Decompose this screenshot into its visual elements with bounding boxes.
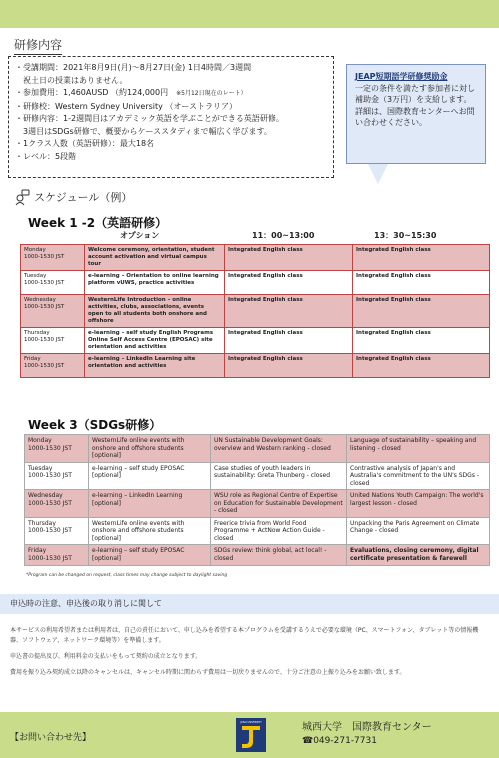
table-cell: Friday 1000-1530 JST <box>21 354 85 378</box>
table-cell: WesternLife online events with onshore and offshore students [optional] <box>89 517 211 545</box>
table-row <box>25 545 490 566</box>
fee-note: ※5月12日現在のレート） <box>176 90 247 97</box>
table-cell: Integrated English class <box>353 295 490 328</box>
table-cell: e-learning – Orientation to online learning platform vUWS, practice activities <box>85 271 225 295</box>
table-cell: SDGs review: think global, act local! - closed <box>211 545 347 566</box>
contact-label: 【お問い合わせ先】 <box>10 733 92 743</box>
table-cell: Freerice trivia from World Food Programme + ActNow Action Guide - closed <box>211 517 347 545</box>
table-cell: e-learning – LinkedIn Learning site orientation and activities <box>85 354 225 378</box>
page-body <box>0 28 499 746</box>
table-row <box>21 295 490 328</box>
table-cell: e-learning – self study EPOSAC [optional] <box>89 462 211 490</box>
table-cell: Tuesday 1000-1530 JST <box>25 462 89 490</box>
subsidy-body: 一定の条件を満たす参加者に対し補助金（3万円）を支給します。詳細は、国際教育センターへお問い合わせください。 <box>355 83 475 127</box>
schedule-footnote: *Program can be changed on request, class times may change subject to daylight saving <box>26 573 228 578</box>
notice-title: 申込時の注意、申込後の取り消しに関して <box>10 599 162 608</box>
table-cell: WesternLife online events with onshore and offshore students [optional] <box>89 435 211 463</box>
info-line: ・レベル：5段階 <box>15 151 77 161</box>
notice-body <box>10 626 490 684</box>
program-info-box <box>8 56 334 178</box>
table-cell: Evaluations, closing ceremony, digital certificate presentation & farewell <box>347 545 490 566</box>
table-cell: Contrastive analysis of Japan's and Australia's commitment to the UN's SDGs - closed <box>347 462 490 490</box>
table-row <box>25 435 490 463</box>
schedule-heading <box>14 188 132 206</box>
info-line: 祝土日の授業はありません。 <box>15 75 128 85</box>
table-cell: Integrated English class <box>225 354 353 378</box>
university-logo <box>236 718 266 752</box>
table-cell: e-learning – self study EPOSAC [optional] <box>89 545 211 566</box>
table-cell: Friday 1000-1530 JST <box>25 545 89 566</box>
table-cell: Integrated English class <box>353 354 490 378</box>
table-cell: Integrated English class <box>353 328 490 354</box>
person-chat-icon <box>14 189 30 205</box>
week1-table <box>20 244 490 378</box>
org-phone: ☎049-271-7731 <box>302 736 377 746</box>
info-line: 3週目はSDGs研修で、概要からケーススタディまで幅広く学びます。 <box>15 126 272 136</box>
week1-title: Week 1 -2（英語研修） <box>28 216 168 230</box>
logo-text: JOSAI UNIVERSITY <box>240 721 262 724</box>
table-cell: Unpacking the Paris Agreement on Climate Change - closed <box>347 517 490 545</box>
table-cell: Integrated English class <box>353 245 490 271</box>
table-cell: Monday 1000-1530 JST <box>21 245 85 271</box>
table-row <box>25 490 490 518</box>
top-banner <box>0 0 499 28</box>
col-am: 11：00~13:00 <box>252 231 315 240</box>
fee-text: ・参加費用：1,460AUSD （約124,000円 <box>15 88 169 97</box>
col-pm: 13：30~15:30 <box>374 231 437 240</box>
table-cell: Thursday 1000-1530 JST <box>25 517 89 545</box>
table-cell: Welcome ceremony, orientation, student account activation and virtual campus tour <box>85 245 225 271</box>
table-cell: e-learning – self study English Programs Online Self Access Centre (EPOSAC) site orientation and activities <box>85 328 225 354</box>
table-row <box>21 354 490 378</box>
table-cell: Integrated English class <box>225 295 353 328</box>
info-line <box>15 87 327 101</box>
table-cell: Wednesday 1000-1530 JST <box>21 295 85 328</box>
subsidy-title: JEAP短期語学研修奨励金 <box>355 72 448 81</box>
table-cell: Integrated English class <box>225 245 353 271</box>
table-cell: WSU role as Regional Centre of Expertise on Education for Sustainable Development - closed <box>211 490 347 518</box>
table-row <box>21 245 490 271</box>
notice-paragraph: 本サービスの利用希望者または利用者は、自己の責任において、申し込みを希望する本プログラムを受講するうえで必要な環境（PC、スマートフォン、タブレット等の情報機器、ソフトウェア、ネットワーク環境等）を準備します。 <box>10 627 479 644</box>
info-line: ・研修内容：1-2週間目はアカデミック英語を学ぶことができる英語研修。 <box>15 114 284 123</box>
subsidy-callout <box>346 64 486 164</box>
table-cell: Integrated English class <box>225 328 353 354</box>
org-name: 城西大学 国際教育センター <box>302 722 432 733</box>
table-cell: e-learning – LinkedIn Learning [optional] <box>89 490 211 518</box>
table-row <box>21 328 490 354</box>
notice-paragraph: 費用を振り込み契約成立以降のキャンセルは、キャンセル時期に関わらず費用は一切戻りませんので、十分ご注意の上振り込みをお願い致します。 <box>10 669 406 676</box>
table-cell: Tuesday 1000-1530 JST <box>21 271 85 295</box>
callout-pointer <box>368 164 388 184</box>
table-cell: Language of sustainability – speaking and listening - closed <box>347 435 490 463</box>
week3-title: Week 3（SDGs研修） <box>28 418 162 432</box>
info-line: ・研修校：Western Sydney University （オーストラリア） <box>15 101 238 111</box>
table-cell: Case studies of youth leaders in sustainability: Greta Thunberg - closed <box>211 462 347 490</box>
table-cell: Integrated English class <box>225 271 353 295</box>
table-cell: Thursday 1000-1530 JST <box>21 328 85 354</box>
week3-table <box>24 434 490 566</box>
info-line: ・1クラス人数（英語研修）：最大18名 <box>15 139 155 148</box>
table-row <box>21 271 490 295</box>
table-row <box>25 517 490 545</box>
table-cell: Wednesday 1000-1530 JST <box>25 490 89 518</box>
schedule-heading-text: スケジュール（例） <box>34 191 133 204</box>
table-cell: Monday 1000-1530 JST <box>25 435 89 463</box>
info-line: ・受講期間：2021年8月9日(月)〜8月27日(金) 1日4時間／3週間 <box>15 63 252 72</box>
notice-paragraph: 申込書の提出及び、利用料金の支払いをもって契約の成立となります。 <box>10 653 202 660</box>
table-row <box>25 462 490 490</box>
table-cell: WesternLife Introduction – online activities, clubs, associations, events open to all students both onshore and offshore <box>85 295 225 328</box>
col-option: オプション <box>120 231 160 240</box>
table-cell: UN Sustainable Development Goals: overview and Western ranking - closed <box>211 435 347 463</box>
table-cell: United Nations Youth Campaign: The world's largest lesson - closed <box>347 490 490 518</box>
week1-column-headers <box>20 230 490 242</box>
section-title: 研修内容 <box>14 36 62 55</box>
table-cell: Integrated English class <box>353 271 490 295</box>
